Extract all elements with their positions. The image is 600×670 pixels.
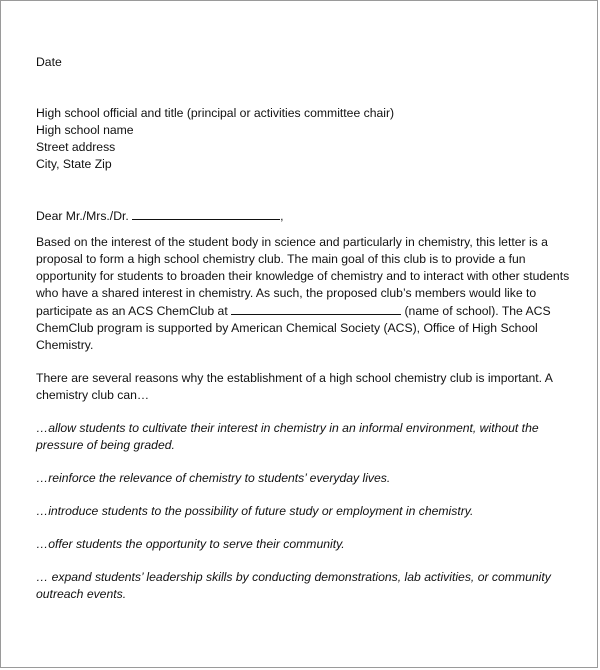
recipient-address	[36, 105, 576, 173]
reason-item: …introduce students to the possibility of future study or employment in chemistry.	[36, 504, 474, 518]
address-line-city: City, State Zip	[36, 157, 112, 171]
proposal-text-part2: (name of school). The ACS ChemClub program is supported by American Chemical Society (ACS), Office of High School Chemistry.	[36, 304, 551, 352]
reason-item: … expand students’ leadership skills by conducting demonstrations, lab activities, or community outreach events.	[36, 570, 551, 601]
date-line: Date	[36, 55, 62, 69]
address-line-official: High school official and title (principal or activities committee chair)	[36, 106, 395, 120]
salutation-prefix: Dear Mr./Mrs./Dr.	[36, 209, 129, 223]
reason-item: …offer students the opportunity to serve their community.	[36, 537, 345, 551]
proposal-text-part1: Based on the interest of the student body in science and particularly in chemistry, this letter is a proposal to form a high school chemistry club. The main goal of this club is to provide a fun opportunity for students to broaden their knowledge of chemistry and to interact with other students who have a shared interest in chemistry. As such, the proposed club’s members would like to participate as an ACS ChemClub at	[36, 235, 570, 318]
letter-body	[36, 54, 576, 619]
reasons-list	[36, 420, 576, 603]
address-line-school-name: High school name	[36, 123, 134, 137]
reason-item: …reinforce the relevance of chemistry to students’ everyday lives.	[36, 471, 391, 485]
reason-item: …allow students to cultivate their interest in chemistry in an informal environment, without the pressure of being graded.	[36, 421, 539, 452]
proposal-paragraph	[36, 234, 576, 354]
recipient-name-blank	[132, 207, 280, 220]
school-name-blank	[231, 302, 401, 315]
reasons-intro-paragraph: There are several reasons why the establishment of a high school chemistry club is important. A chemistry club can…	[36, 371, 553, 402]
salutation-suffix: ,	[280, 209, 284, 223]
salutation	[36, 207, 576, 225]
address-line-street: Street address	[36, 140, 116, 154]
